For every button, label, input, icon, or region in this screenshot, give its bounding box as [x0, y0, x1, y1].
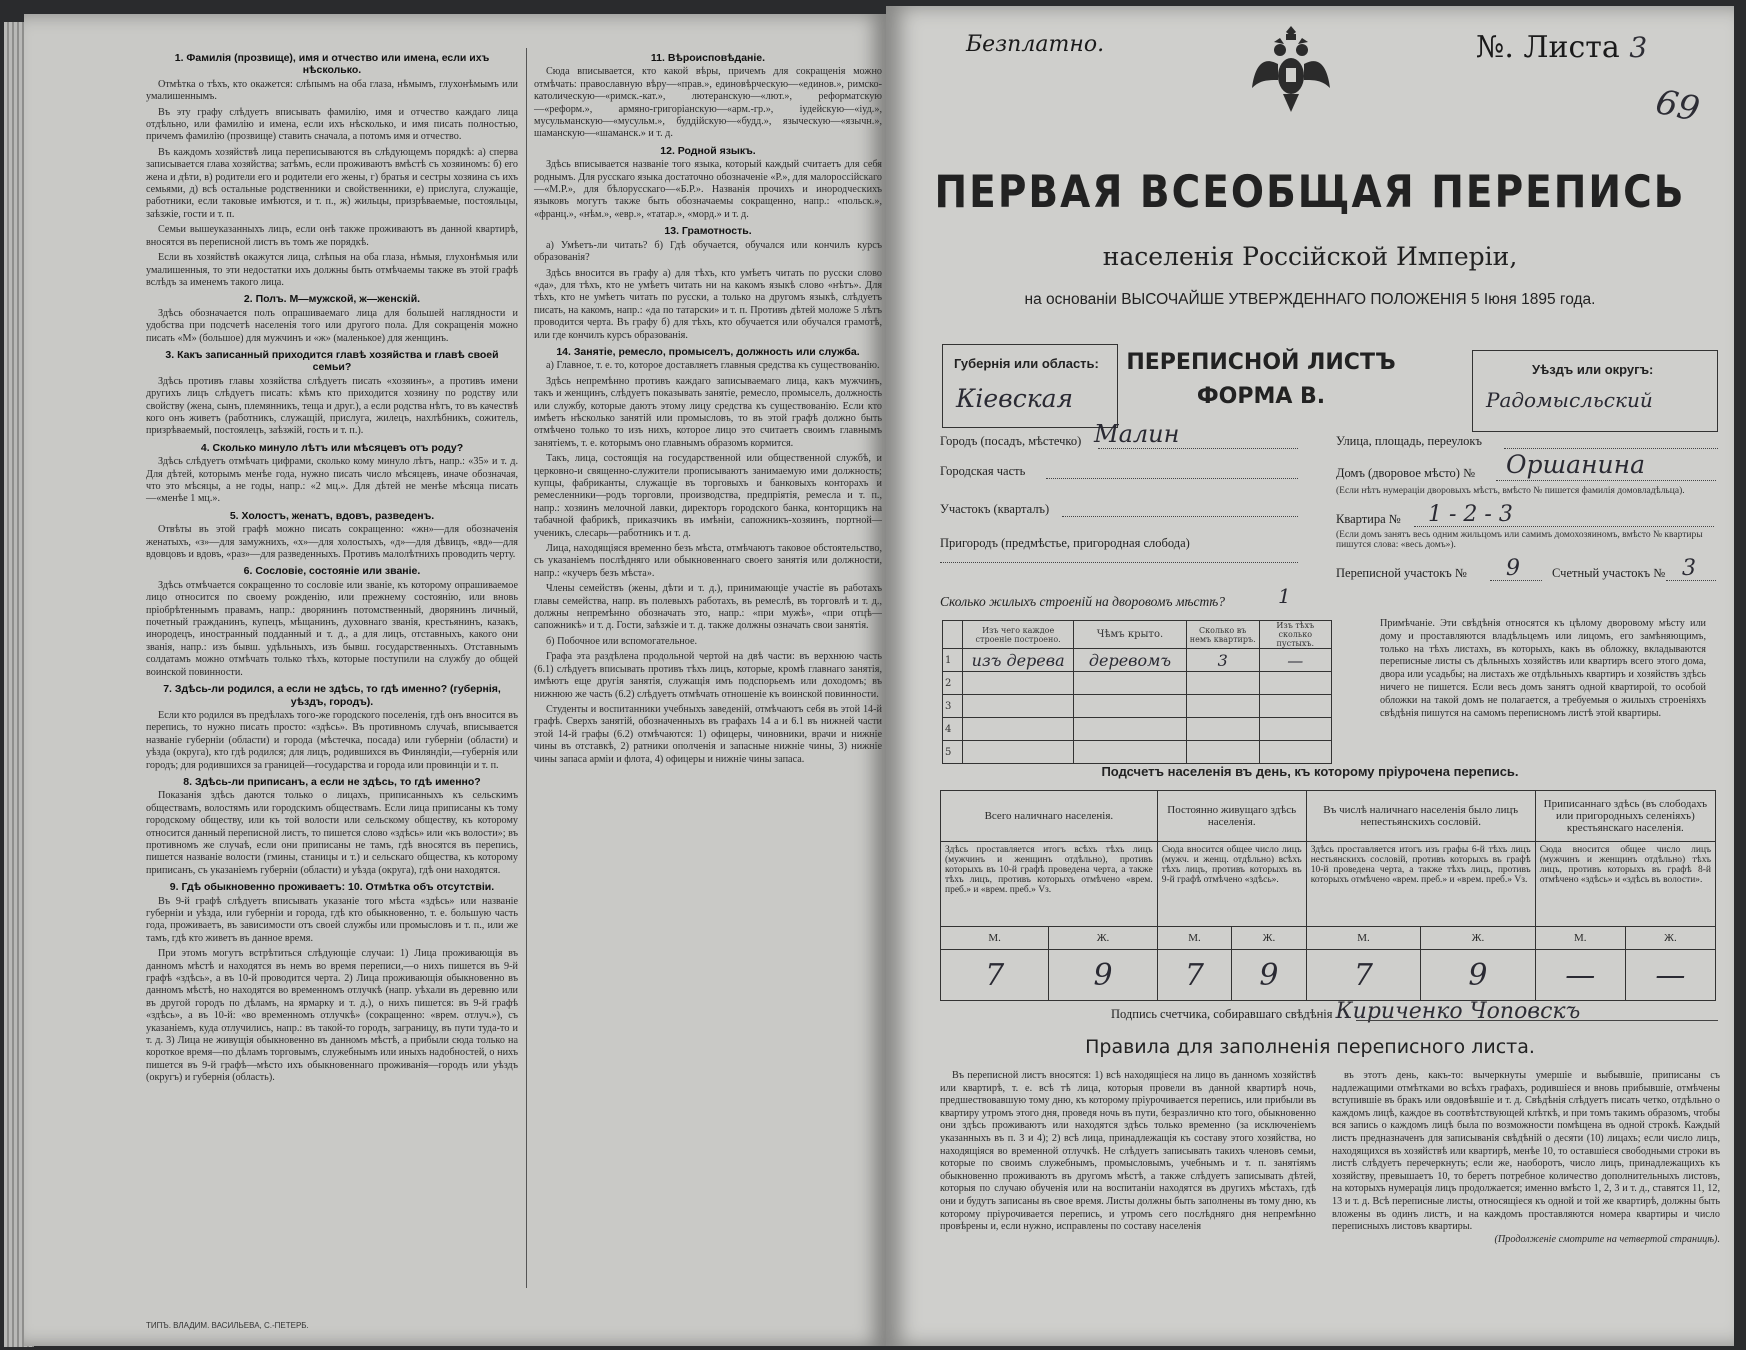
count-group-description: Здѣсь проставляется итогъ изъ графы 6-й тѣхъ лицъ нестьянскихъ сословій, противъ которыхъ въ графѣ 10-й проведена черта, а также тѣхъ лицъ, противъ которыхъ отмѣчено «врем. преб.» и «врем. преб.» Vз. [1306, 842, 1535, 927]
buildings-cell-roof [1074, 741, 1187, 764]
instruction-paragraph: Такъ, лица, состоящія на государственной или общественной службѣ, и церковно-и священно-служители прописываютъ занимаемую ими должность; купцы, фабриканты, служащіе въ торговыхъ и банковыхъ конторахъ и ремесленники—родъ торговли, производства, предпріятія, ремесла и т. п., напр.: хозяинъ мелочной лавки, директоръ городского банка, конторщикъ на табачной фабрикѣ, приказчикъ въ имѣніи, сапожникъ-хозяинъ, портной—ученикъ, слесарь—работникъ и т. д. [534, 453, 882, 539]
instructions-column-right [534, 48, 882, 769]
buildings-col-roof: Чѣмъ крыто. [1074, 621, 1187, 649]
apartment-note: (Если домъ занятъ весь одним жильцомъ или самимъ домохозяиномъ, вмѣсто № квартиры пишутся слова: «весь домъ»). [1336, 530, 1703, 550]
count-sex-label: М. [941, 927, 1049, 950]
buildings-table [942, 620, 1332, 764]
instruction-paragraph: Если кто родился въ предѣлахъ того-же городского поселенія, гдѣ онъ вносится въ перепись, то нужно писать просто: «здѣсь». Въ противномъ случаѣ, вписывается названіе губерніи (области) и города (мѣстечка, посада) или губерніи (области) и уѣзда (округа), кто гдѣ родился; для лицъ, родившихся въ Финляндіи,—губернія или городъ; для родившихся за границей—государства и города или провинціи и т. п. [146, 709, 518, 771]
buildings-label: Сколько жилыхъ строеній на дворовомъ мѣстѣ? [940, 594, 1225, 609]
count-table-values [941, 950, 1716, 1001]
signature-value: Кириченко Чоповскъ [1335, 999, 1581, 1024]
buildings-cell-material [963, 695, 1074, 718]
house-value: Оршанина [1506, 450, 1646, 479]
uezd-label: Уѣздъ или округъ: [1532, 362, 1654, 377]
buildings-cell-empty [1259, 718, 1331, 741]
form-title-line-1: ПЕРЕПИСНОЙ ЛИСТЪ [1126, 350, 1396, 375]
instruction-heading: 2. Полъ. М—мужской, ж—женскій. [243, 293, 421, 306]
house-label: Домъ (дворовое мѣсто) № [1336, 466, 1476, 480]
count-sex-label: М. [1157, 927, 1232, 950]
instructions-column-left [146, 48, 518, 1088]
buildings-cell-n: 1 [943, 649, 963, 672]
buildings-col-material: Изъ чего каждое строеніе построено. [963, 621, 1074, 649]
buildings-col-apartments: Сколько въ немъ квартиръ. [1186, 621, 1259, 649]
signature-label: Подпись счетчика, собиравшаго свѣдѣнія [1111, 1007, 1333, 1021]
instruction-paragraph: Отвѣты въ этой графѣ можно писать сокращенно: «жн»—для обозначенія женатыхъ, «з»—для замужнихъ, «х»—для холостыхъ, «д»—для дѣвицъ, «вд»—для вдовцовъ и вдовъ, «раз»—для разведенныхъ. Противъ малолѣтнихъ проводить черту. [146, 524, 518, 561]
census-district-label: Переписной участокъ № [1336, 566, 1467, 580]
instruction-heading: 13. Грамотность. [664, 225, 752, 238]
count-group-description: Здѣсь проставляется итогъ всѣхъ тѣхъ лицъ (мужчинъ и женщинъ отдѣльно), противъ которыхъ въ 10-й графѣ проведена черта, а также тѣхъ лицъ, противъ которыхъ отмѣчено «врем. преб.» и «врем. преб.» Vз. [941, 842, 1158, 927]
apartment-label: Квартира № [1336, 512, 1401, 526]
count-value-zh: 9 [1049, 950, 1157, 1001]
instruction-paragraph: Графа эта раздѣлена продольной чертой на двѣ части: въ верхнюю часть (6.1) слѣдуетъ вписывать противъ тѣхъ лицъ, которые, кромѣ главнаго занятія, имѣютъ еще другія занятія, служащія имъ подспорьемъ или доходомъ; въ нижнюю же часть (6.2) слѣдуетъ отмѣчать отношеніе къ воинской повинности. [534, 651, 882, 700]
buildings-cell-roof [1074, 695, 1187, 718]
apartment-value: 1 - 2 - 3 [1428, 502, 1513, 527]
page-title: ПЕРВАЯ ВСЕОБЩАЯ ПЕРЕПИСЬ [934, 166, 1686, 219]
census-district-value: 9 [1506, 556, 1520, 581]
count-group-title: Приписаннаго здѣсь (въ слободахъ или пригородныхъ селеніяхъ) крестьянскаго населенія. [1535, 791, 1715, 842]
count-group-title: Постоянно живущаго здѣсь населенія. [1157, 791, 1306, 842]
rules-right-text: въ этотъ день, какъ-то: вычеркнуты умершіе и выбывшіе, приписаны съ надлежащими отмѣтками во всѣхъ графахъ, родившіеся и вновь прибывшіе, отмѣчены вступившіе въ бракъ или овдовѣвшіе и т. д. Свѣдѣнія слѣдуетъ писать четко, отдѣльно о каждомъ лицѣ, каждое въ соотвѣтствующей клѣткѣ, и при томъ такимъ образомъ, чтобы вся запись о каждомъ лицѣ была по возможности помѣщена въ одной строкѣ. Каждый листъ предназначенъ для записыванія свѣдѣній о десяти (10) лицахъ; если число лицъ, находящихся въ хозяйствѣ или квартирѣ, менѣе 10, то оставшіеся свободными строки въ листѣ слѣдуетъ перечеркнуть; если же, наоборотъ, число лицъ, принадлежащихъ къ хозяйству, превышаетъ 10, то беретъ потребное количество дополнительныхъ листовъ, на которыхъ нумерація лицъ продолжается; именно вмѣсто 1, 2, 3 и т. д., ставятся 11, 12, 13 и т. д. Всѣ переписные листы, относящіеся къ одной и той же квартирѣ, должны быть вложены въ одинъ листъ, и на каждомъ проставляются номера квартиры и число переписныхъ листовъ квартиры. [1332, 1070, 1720, 1233]
count-group-title: Всего наличнаго населенія. [941, 791, 1158, 842]
buildings-table-row [943, 672, 1332, 695]
buildings-cell-material [963, 741, 1074, 764]
legal-basis: на основаніи ВЫСОЧАЙШЕ УТВЕРЖДЕННАГО ПОЛОЖЕНІЯ 5 Іюня 1895 года. [1024, 291, 1596, 308]
left-page-instructions [24, 14, 886, 1346]
uezd-value: Радомысльский [1486, 388, 1653, 412]
buildings-table-row [943, 695, 1332, 718]
count-value-m: 7 [1306, 950, 1420, 1001]
instruction-paragraph: Здѣсь обозначается полъ опрашиваемаго лица для большей наглядности и удобства при подсчетѣ населенія того или другого пола. Для сокращенія можно писать «М» (большое) для мужчинъ и «ж» (маленькое) для женщинъ. [146, 307, 518, 344]
instruction-paragraph: Отмѣтка о тѣхъ, кто окажется: слѣпымъ на оба глаза, нѣмымъ, глухонѣмымъ или умалишеннымъ. [146, 78, 518, 103]
instruction-paragraph: Въ 9-й графѣ слѣдуетъ вписывать указаніе того мѣста «здѣсь» или названіе губерніи и уѣзда, или губерніи и города, гдѣ кто обыкновенно, т. е. большую часть года, проживаетъ, въ зависимости отъ своей службы или промысловъ и т. п., или же тамъ, гдѣ кто живетъ въ данное время. [146, 895, 518, 944]
count-value-m: — [1535, 950, 1625, 1001]
instruction-paragraph: Въ каждомъ хозяйствѣ лица переписываются въ слѣдующемъ порядкѣ: а) сперва записывается глава хозяйства; затѣмъ, если проживаютъ вмѣстѣ съ хозяиномъ: б) его жена и дѣти, в) родители его и родители его жены, г) братья и сестры хозяина съ ихъ семьями, д) всѣ остальные родственники и свойственники, е) прислуга, служащіе, работники, если таковые имѣются, и т. п., ж) жильцы, призрѣваемые, постояльцы, заѣзжіе, гости и т. п. [146, 146, 518, 220]
counter-district-label: Счетный участокъ № [1552, 566, 1666, 580]
count-sex-label: Ж. [1625, 927, 1715, 950]
buildings-table-header [943, 621, 1332, 649]
city-value: Малин [1094, 420, 1180, 448]
buildings-cell-empty: — [1259, 649, 1331, 672]
instruction-heading: 14. Занятіе, ремесло, промыселъ, должность или служба. [556, 345, 860, 358]
district-line [1062, 516, 1298, 517]
population-count-table [940, 790, 1716, 1001]
rules-continuation: (Продолженіе смотрите на четвертой страницѣ). [1494, 1233, 1720, 1245]
rules-left-text: Въ переписной листъ вносятся: 1) всѣ находящіеся на лицо въ данномъ хозяйствѣ или квартирѣ, т. е. всѣ тѣ лица, которыя провели въ данной квартирѣ ночь, предшествовавшую тому дню, къ которому пріурочивается перепись, или прибыли въ квартиру утромъ этого дня, проведя ночь въ пути, безразлично кто того, обыкновенно они здѣсь проживаютъ или находятся здѣсь только временно (за исключеніемъ указанныхъ въ п. 3 и 4); 2) всѣ лица, принадлежащія къ составу этого хозяйства, но находящіяся во временной отлучкѣ. Не слѣдуетъ записывать такихъ членовъ семьи, которые по своимъ служебнымъ, промысловымъ, учебнымъ и т. п. занятіямъ обыкновенно проживаютъ въ другомъ мѣстѣ, а также слѣдуетъ записывать дѣтей, которыя по случаю обученія или на воспитаніи находятся въ другихъ мѣстахъ, гдѣ они и будутъ записаны въ свое время. Листы должны быть заполнены въ тому дню, къ которому пріурочивается перепись, и утромъ сего послѣдняго дня непремѣнно провѣрены и, если нужно, исправлены по составу населенія [940, 1070, 1316, 1233]
buildings-table-row [943, 718, 1332, 741]
instruction-paragraph: Члены семействъ (жены, дѣти и т. д.), принимающіе участіе въ работахъ главы семейства, напр. въ полевыхъ работахъ, въ ремеслѣ, въ торговлѣ и т. д., должны непремѣнно обозначать это, напр.: «при мужѣ», «при отцѣ—сапожникѣ» и т. д. Гости, заѣзжіе и т. д. также должны означать свои занятія. [534, 583, 882, 632]
instruction-heading: 12. Родной языкъ. [660, 144, 756, 157]
instruction-heading: 3. Какъ записанный приходится главѣ хозяйства и главѣ своей семьи? [165, 348, 499, 374]
count-value-zh: — [1625, 950, 1715, 1001]
rules-column-right [1332, 1070, 1720, 1246]
instruction-heading: 1. Фамилія (прозвище), имя и отчество или имена, если ихъ нѣсколько. [174, 52, 490, 77]
suburb-label: Пригородъ (предмѣстье, пригородная слобода) [940, 536, 1190, 550]
buildings-cell-empty [1259, 672, 1331, 695]
instruction-paragraph: Здѣсь отмѣчается сокращенно то сословіе или званіе, къ которому опрашиваемое лицо относится по своему рожденію, или прежнему состоянію, или вновь пріобрѣтеннымъ правамъ, напр.: дворянинъ потомственный, дворянинъ личный, почетный гражданинъ, купецъ, мѣщанинъ, духовнаго званія, крестьянинъ, казакъ, инородецъ, иностранный подданный и т. д., а для лицъ, отставныхъ, какого они званія, напр.: изъ бывш. удѣльныхъ, изъ бывш. государственныхъ. Отставнымъ солдатамъ можно отмѣчать только тѣхъ, которые поступили на службу до общей воинской повинности. [146, 579, 518, 678]
buildings-table-row [943, 649, 1332, 672]
buildings-cell-apts [1186, 741, 1259, 764]
instruction-paragraph: Студенты и воспитанники учебныхъ заведеній, отмѣчаютъ себя въ этой 14-й графѣ. Сверхъ занятій, обозначенныхъ въ графахъ 14 а и 6.1 въ нижней части этой 14-й графы (6.2) отмѣчаются: 1) офицеры, чиновники, врачи и нижніе чины въ отставкѣ, 2) ратники ополченія и запасные нижніе чины, 3) нижніе чины запаса арміи и флота, 4) офицеры и нижніе чины запаса. [534, 703, 882, 765]
city-line [1098, 448, 1298, 449]
instruction-paragraph: Лица, находящіяся временно безъ мѣста, отмѣчаютъ таковое обстоятельство, съ указаніемъ послѣдняго или обыкновеннаго своего занятія или должности, напр.: «кучеръ безъ мѣста». [534, 543, 882, 579]
free-label: Безплатно. [966, 32, 1105, 57]
instruction-paragraph: Здѣсь противъ главы хозяйства слѣдуетъ писать «хозяинъ», а противъ имени другихъ лицъ слѣдуетъ писать: кѣмъ кто приходится хозяину по родству или свойству (жена, сынъ, племянникъ, теща и друг.), а если родства нѣтъ, то въ качествѣ кого онъ живетъ (работникъ, служащій, прислуга, жилецъ, нахлѣбникъ, сожитель, призрѣваемый, постоялецъ, заѣзжій, гость и т. п.). [146, 375, 518, 437]
counter-district-value: 3 [1682, 556, 1696, 581]
instruction-paragraph: а) Умѣетъ-ли читать? б) Гдѣ обучается, обучался или кончилъ курсъ образованія? [534, 239, 882, 264]
buildings-cell-roof [1074, 718, 1187, 741]
page-subtitle: населенія Россійской Имперіи, [1102, 242, 1518, 271]
instruction-heading: 6. Сословіе, состояніе или званіе. [243, 565, 421, 578]
buildings-note: Примѣчаніе. Эти свѣдѣнія относятся къ цѣлому дворовому мѣсту или дому и проставляются владѣльцемъ или лицомъ, его замѣняющимъ, только на тѣхъ листахъ, въ которыхъ, какъ въ обложку, вкладываются переписные листы съ дѣльныхъ хозяйствъ или квартиръ всего этого дома, двора или усадьбы; на листахъ же отдѣльныхъ квартиръ и хозяйствъ здѣсь ничего не пишется. Если весь домъ занятъ одной квартирой, то особой обложки на такой домъ не полагается, а требуемыя о жилыхъ строеніяхъ свѣдѣнія пишутся на самомъ переписномъ листѣ этой квартиры. [1380, 618, 1706, 719]
buildings-cell-empty [1259, 741, 1331, 764]
buildings-table-body [943, 649, 1332, 764]
rules-heading: Правила для заполненія переписного листа. [1085, 1036, 1535, 1058]
right-page-census-form [886, 6, 1734, 1346]
instruction-paragraph: Въ эту графу слѣдуетъ вписывать фамилію, имя и отчество каждаго лица отдѣльно, или фамилію и имена, если ихъ нѣсколько, и имя писать полностью, причемъ фамилію (прозвище) ставить сначала, а потомъ имя и отчество. [146, 106, 518, 143]
column-divider [526, 48, 527, 1288]
house-note: (Если нѣтъ нумераціи дворовыхъ мѣстъ, вмѣсто № пишется фамилія домовладѣльца). [1336, 486, 1685, 496]
form-title-line-2: ФОРМА В. [1196, 384, 1326, 409]
sheet-number-value: 3 [1629, 31, 1648, 64]
rules-column-left [940, 1070, 1316, 1234]
instruction-heading: 4. Сколько минуло лѣтъ или мѣсяцевъ отъ роду? [200, 441, 464, 454]
gubernia-label: Губернія или область: [954, 356, 1099, 371]
count-group-description: Сюда вносится общее число лицъ (мужчинъ и женщинъ отдѣльно) тѣхъ лицъ, противъ которыхъ въ графѣ 8-й отмѣчено «здѣсь» и «здѣсь въ волости». [1535, 842, 1715, 927]
archive-page-number: 69 [1652, 81, 1703, 131]
instruction-heading: 7. Здѣсь-ли родился, а если не здѣсь, то гдѣ именно? (губернія, уѣздъ, городъ). [163, 683, 501, 708]
buildings-cell-roof: деревомъ [1074, 649, 1187, 672]
city-part-label: Городская часть [940, 464, 1026, 478]
buildings-table-row [943, 741, 1332, 764]
instruction-paragraph: Здѣсь вносится въ графу а) для тѣхъ, кто умѣетъ читать по русски слово «да», для тѣхъ, кто не умѣетъ читать ни на какомъ языкѣ слово «нѣтъ». Для тѣхъ, кто не умѣетъ читать по русски, а только на другомъ языкѣ, слѣдуетъ писать, на какомъ, напр.: «да по татарски» и т. п. Противъ дѣтей моложе 5 лѣтъ проводится черта. Въ графу б) для тѣхъ, кто обучается или обучался грамотѣ, или где кончилъ курсъ образованія. [534, 267, 882, 341]
count-sex-label: Ж. [1421, 927, 1535, 950]
count-table-descriptions [941, 842, 1716, 927]
count-table-sex-labels [941, 927, 1716, 950]
buildings-cell-material [963, 718, 1074, 741]
street-line [1504, 448, 1718, 449]
instruction-paragraph: Здѣсь непремѣнно противъ каждаго записываемаго лица, какъ мужчинъ, такъ и женщинъ, слѣдуетъ показывать занятіе, ремесло, промыселъ, должность или службу, которые даютъ этому лицу средства къ существованію. Если кто имѣетъ нѣсколько занятій или промысловъ, то въ этой графѣ должно быть отмѣчено только то изъ нихъ, которое лицо это считаетъ своимъ главнымъ занятіемъ, т. е. которымъ оно главнымъ образомъ кормится. [534, 375, 882, 449]
double-headed-eagle-icon [1250, 24, 1332, 116]
count-sex-label: М. [1306, 927, 1420, 950]
buildings-cell-material [963, 672, 1074, 695]
count-value-m: 7 [941, 950, 1049, 1001]
instruction-paragraph: Здѣсь слѣдуетъ отмѣчать цифрами, сколько кому минуло лѣтъ, напр.: «35» и т. д. Для дѣтей, которымъ менѣе года, нужно писать число мѣсяцевъ, иначе обозначая, что это мѣсяцы, а не годы, напр.: «2 мц.». Для дѣтей не менѣе мѣсяца писать—«менѣе 1 мц.». [146, 456, 518, 505]
instruction-paragraph: Семьи вышеуказанныхъ лицъ, если онѣ также проживаютъ въ данной квартирѣ, вносятся въ переписной листъ въ томъ же порядкѣ. [146, 224, 518, 248]
count-value-m: 7 [1157, 950, 1232, 1001]
instruction-paragraph: а) Главное, т. е. то, которое доставляетъ главныя средства къ существованію. [546, 360, 880, 372]
buildings-cell-apts: 3 [1186, 649, 1259, 672]
buildings-cell-apts [1186, 672, 1259, 695]
count-group-description: Сюда вносится общее число лицъ (мужч. и женщ. отдѣльно) всѣхъ тѣхъ лицъ, противъ которыхъ въ 9-й графѣ отмѣчено «здѣсь». [1157, 842, 1306, 927]
city-part-line [1046, 478, 1298, 479]
count-table-titles [941, 791, 1716, 842]
instruction-heading: 5. Холостъ, женатъ, вдовъ, разведенъ. [229, 509, 435, 522]
buildings-col-num [943, 621, 963, 649]
buildings-cell-material: изъ дерева [963, 649, 1074, 672]
instruction-heading: 9. Гдѣ обыкновенно проживаетъ: 10. Отмѣтка объ отсутствіи. [169, 881, 495, 894]
gubernia-value: Кіевская [956, 384, 1074, 413]
buildings-cell-n: 3 [943, 695, 963, 718]
house-line [1496, 480, 1716, 481]
district-label: Участокъ (кварталъ) [940, 502, 1050, 516]
signature-line [1356, 1020, 1718, 1021]
city-label: Городъ (посадъ, мѣстечко) [940, 434, 1082, 448]
instruction-heading: 11. Вѣроисповѣданіе. [650, 52, 766, 64]
buildings-cell-n: 4 [943, 718, 963, 741]
count-group-title: Въ числѣ наличнаго населенія было лицъ непестьянскихъ сословій. [1306, 791, 1535, 842]
buildings-value: 1 [1278, 584, 1291, 608]
instruction-heading: 8. Здѣсь-ли приписанъ, а если не здѣсь, то гдѣ именно? [183, 775, 481, 788]
suburb-line [940, 562, 1298, 563]
buildings-cell-n: 2 [943, 672, 963, 695]
buildings-col-empty: Изъ тѣхъ сколько пустыхъ. [1259, 621, 1331, 649]
sheet-number [1476, 30, 1647, 65]
form-title [1116, 346, 1406, 414]
printer-footer: ТИПЪ. ВЛАДИМ. ВАСИЛЬЕВА, С.-ПЕТЕРБ. [146, 1321, 309, 1330]
buildings-cell-n: 5 [943, 741, 963, 764]
count-value-zh: 9 [1232, 950, 1307, 1001]
instruction-paragraph: Сюда вписывается, кто какой вѣры, причемъ для сокращенія можно отмѣчать: православную вѣру—«прав.», единовѣрческую—«единов.», римско-католическую—«римск.-кат.», лютеранскую—«лют.», реформатскую—«реформ.», армяно-григоріанскую—«арм.-гр.», іудейскую—«іуд.», мусульманскую—«мусульм.», буддійскую—«будд.», языческую—«язычн.», шаманскую—«шаманск.» и т. д. [534, 66, 882, 140]
count-sex-label: Ж. [1049, 927, 1157, 950]
instruction-paragraph: При этомъ могутъ встрѣтиться слѣдующіе случаи: 1) Лица проживающія въ данномъ мѣстѣ и находятся въ немъ во время переписи,—о нихъ пишется въ 9-й графѣ «здѣсь», а въ 10-й проводится черта. 2) Лица проживающія обыкновенно въ данномъ мѣстѣ, но находятся во временномъ отлучкѣ (напр. уѣхали въ деревню или въ другой городъ по дѣламъ, на ярмарку и т. д.), о нихъ пишется: въ 9-й графѣ «здѣсь», а въ 10-й: «во временномъ отлучкѣ» (сокращенно: «врем. отлуч.»), съ указаніемъ, куда отлучились, напр.: въ такой-то городъ, заграницу, въ пути туда-то и т. д. 3) Лица не живущія обыкновенно въ данномъ мѣстѣ, а прибыли сюда только на короткое время—по дѣламъ торговымъ, служебнымъ или иныхъ надобностей, о нихъ пишется въ 9-й графѣ—мѣсто ихъ обыкновеннаго проживанія—городъ или уѣздъ (округъ) и губернія (область). [146, 948, 518, 1084]
sheet-number-label: №. Листа [1476, 30, 1620, 65]
buildings-cell-empty [1259, 695, 1331, 718]
count-sex-label: М. [1535, 927, 1625, 950]
instruction-paragraph: Здѣсь вписывается названіе того языка, который каждый считаетъ для себя роднымъ. Для русскаго языка достаточно обозначеніе «Р.», для малороссійскаго—«М.Р.», для бѣлорусскаго—«Б.Р.». Названія прочихъ и инородческихъ языковъ могутъ также быть обозначаемы сокращенно, напр.: «польск.», «франц.», «нѣм.», «евр.», «татар.», «морд.» и т. д. [534, 159, 882, 220]
buildings-cell-apts [1186, 718, 1259, 741]
buildings-cell-apts [1186, 695, 1259, 718]
count-sex-label: Ж. [1232, 927, 1307, 950]
instruction-paragraph: б) Побочное или вспомогательное. [546, 635, 698, 647]
street-label: Улица, площадь, переулокъ [1336, 434, 1482, 448]
instruction-paragraph: Показанія здѣсь даются только о лицахъ, приписанныхъ къ сельскимъ обществамъ, волостямъ или городскимъ обществамъ. Если лица приписаны къ тому городскому обществу, или къ той волости или сельскому обществу, къ которому относится данный переписной листъ, то пишется слово «здѣсь» или «къ волости»; въ противномъ же случаѣ, если они приписаны не тамъ, гдѣ вносятся въ перепись, пишется названіе волости (гмины, станицы и т.) и сельскаго общества, къ которому приписанъ, съ указаніемъ губерніи (области) и уѣзда (округа), гдѣ они находятся. [146, 790, 518, 876]
count-value-zh: 9 [1421, 950, 1535, 1001]
buildings-cell-roof [1074, 672, 1187, 695]
population-count-heading: Подсчетъ населенія въ день, къ которому пріурочена перепись. [1101, 764, 1519, 779]
instruction-paragraph: Если въ хозяйствѣ окажутся лица, слѣпыя на оба глаза, нѣмыя, глухонѣмыя или умалишенныя, то эти недостатки ихъ должны быть отмѣчаемы также въ этой графѣ вслѣдъ за именемъ такого лица. [146, 252, 518, 288]
